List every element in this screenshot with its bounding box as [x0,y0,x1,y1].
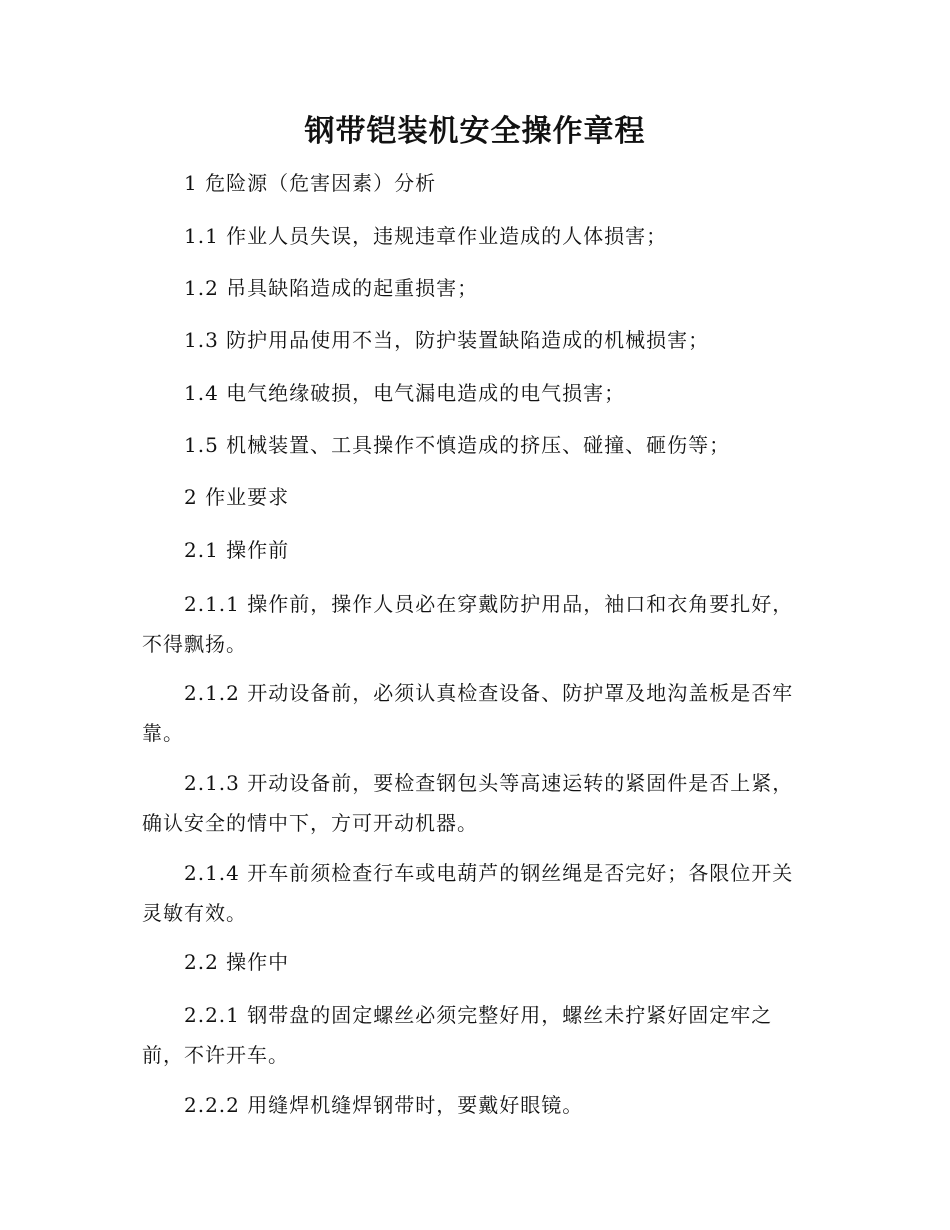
subsection-heading-2-2: 2.2 操作中 [184,950,290,974]
paragraph-1-5: 1.5 机械装置、工具操作不慎造成的挤压、碰撞、砸伤等； [184,433,731,457]
paragraph-2-1-1: 2.1.1 操作前，操作人员必在穿戴防护用品，袖口和衣角要扎好，不得飘扬。 [142,592,794,656]
paragraph-1-2: 1.2 吊具缺陷造成的起重损害； [184,276,479,300]
paragraph-2-1-3: 2.1.3 开动设备前，要检查钢包头等高速运转的紧固件是否上紧，确认安全的情中下，方可开动机器。 [142,771,794,835]
paragraph-2-1-4: 2.1.4 开车前须检查行车或电葫芦的钢丝绳是否完好；各限位开关灵敏有效。 [142,861,794,925]
subsection-heading-2-1: 2.1 操作前 [184,538,290,562]
document-title: 钢带铠装机安全操作章程 [304,114,646,149]
section-heading-1: 1 危险源（危害因素）分析 [184,171,437,195]
paragraph-2-1-2: 2.1.2 开动设备前，必须认真检查设备、防护罩及地沟盖板是否牢靠。 [142,681,794,745]
paragraph-1-1: 1.1 作业人员失误，违规违章作业造成的人体损害； [184,224,668,248]
paragraph-2-2-1: 2.2.1 钢带盘的固定螺丝必须完整好用，螺丝未拧紧好固定牢之前，不许开车。 [142,1003,773,1067]
section-heading-2: 2 作业要求 [184,485,290,509]
paragraph-1-3: 1.3 防护用品使用不当，防护装置缺陷造成的机械损害； [184,328,710,352]
paragraph-1-4: 1.4 电气绝缘破损，电气漏电造成的电气损害； [184,381,626,405]
paragraph-2-2-2: 2.2.2 用缝焊机缝焊钢带时，要戴好眼镜。 [184,1093,584,1117]
